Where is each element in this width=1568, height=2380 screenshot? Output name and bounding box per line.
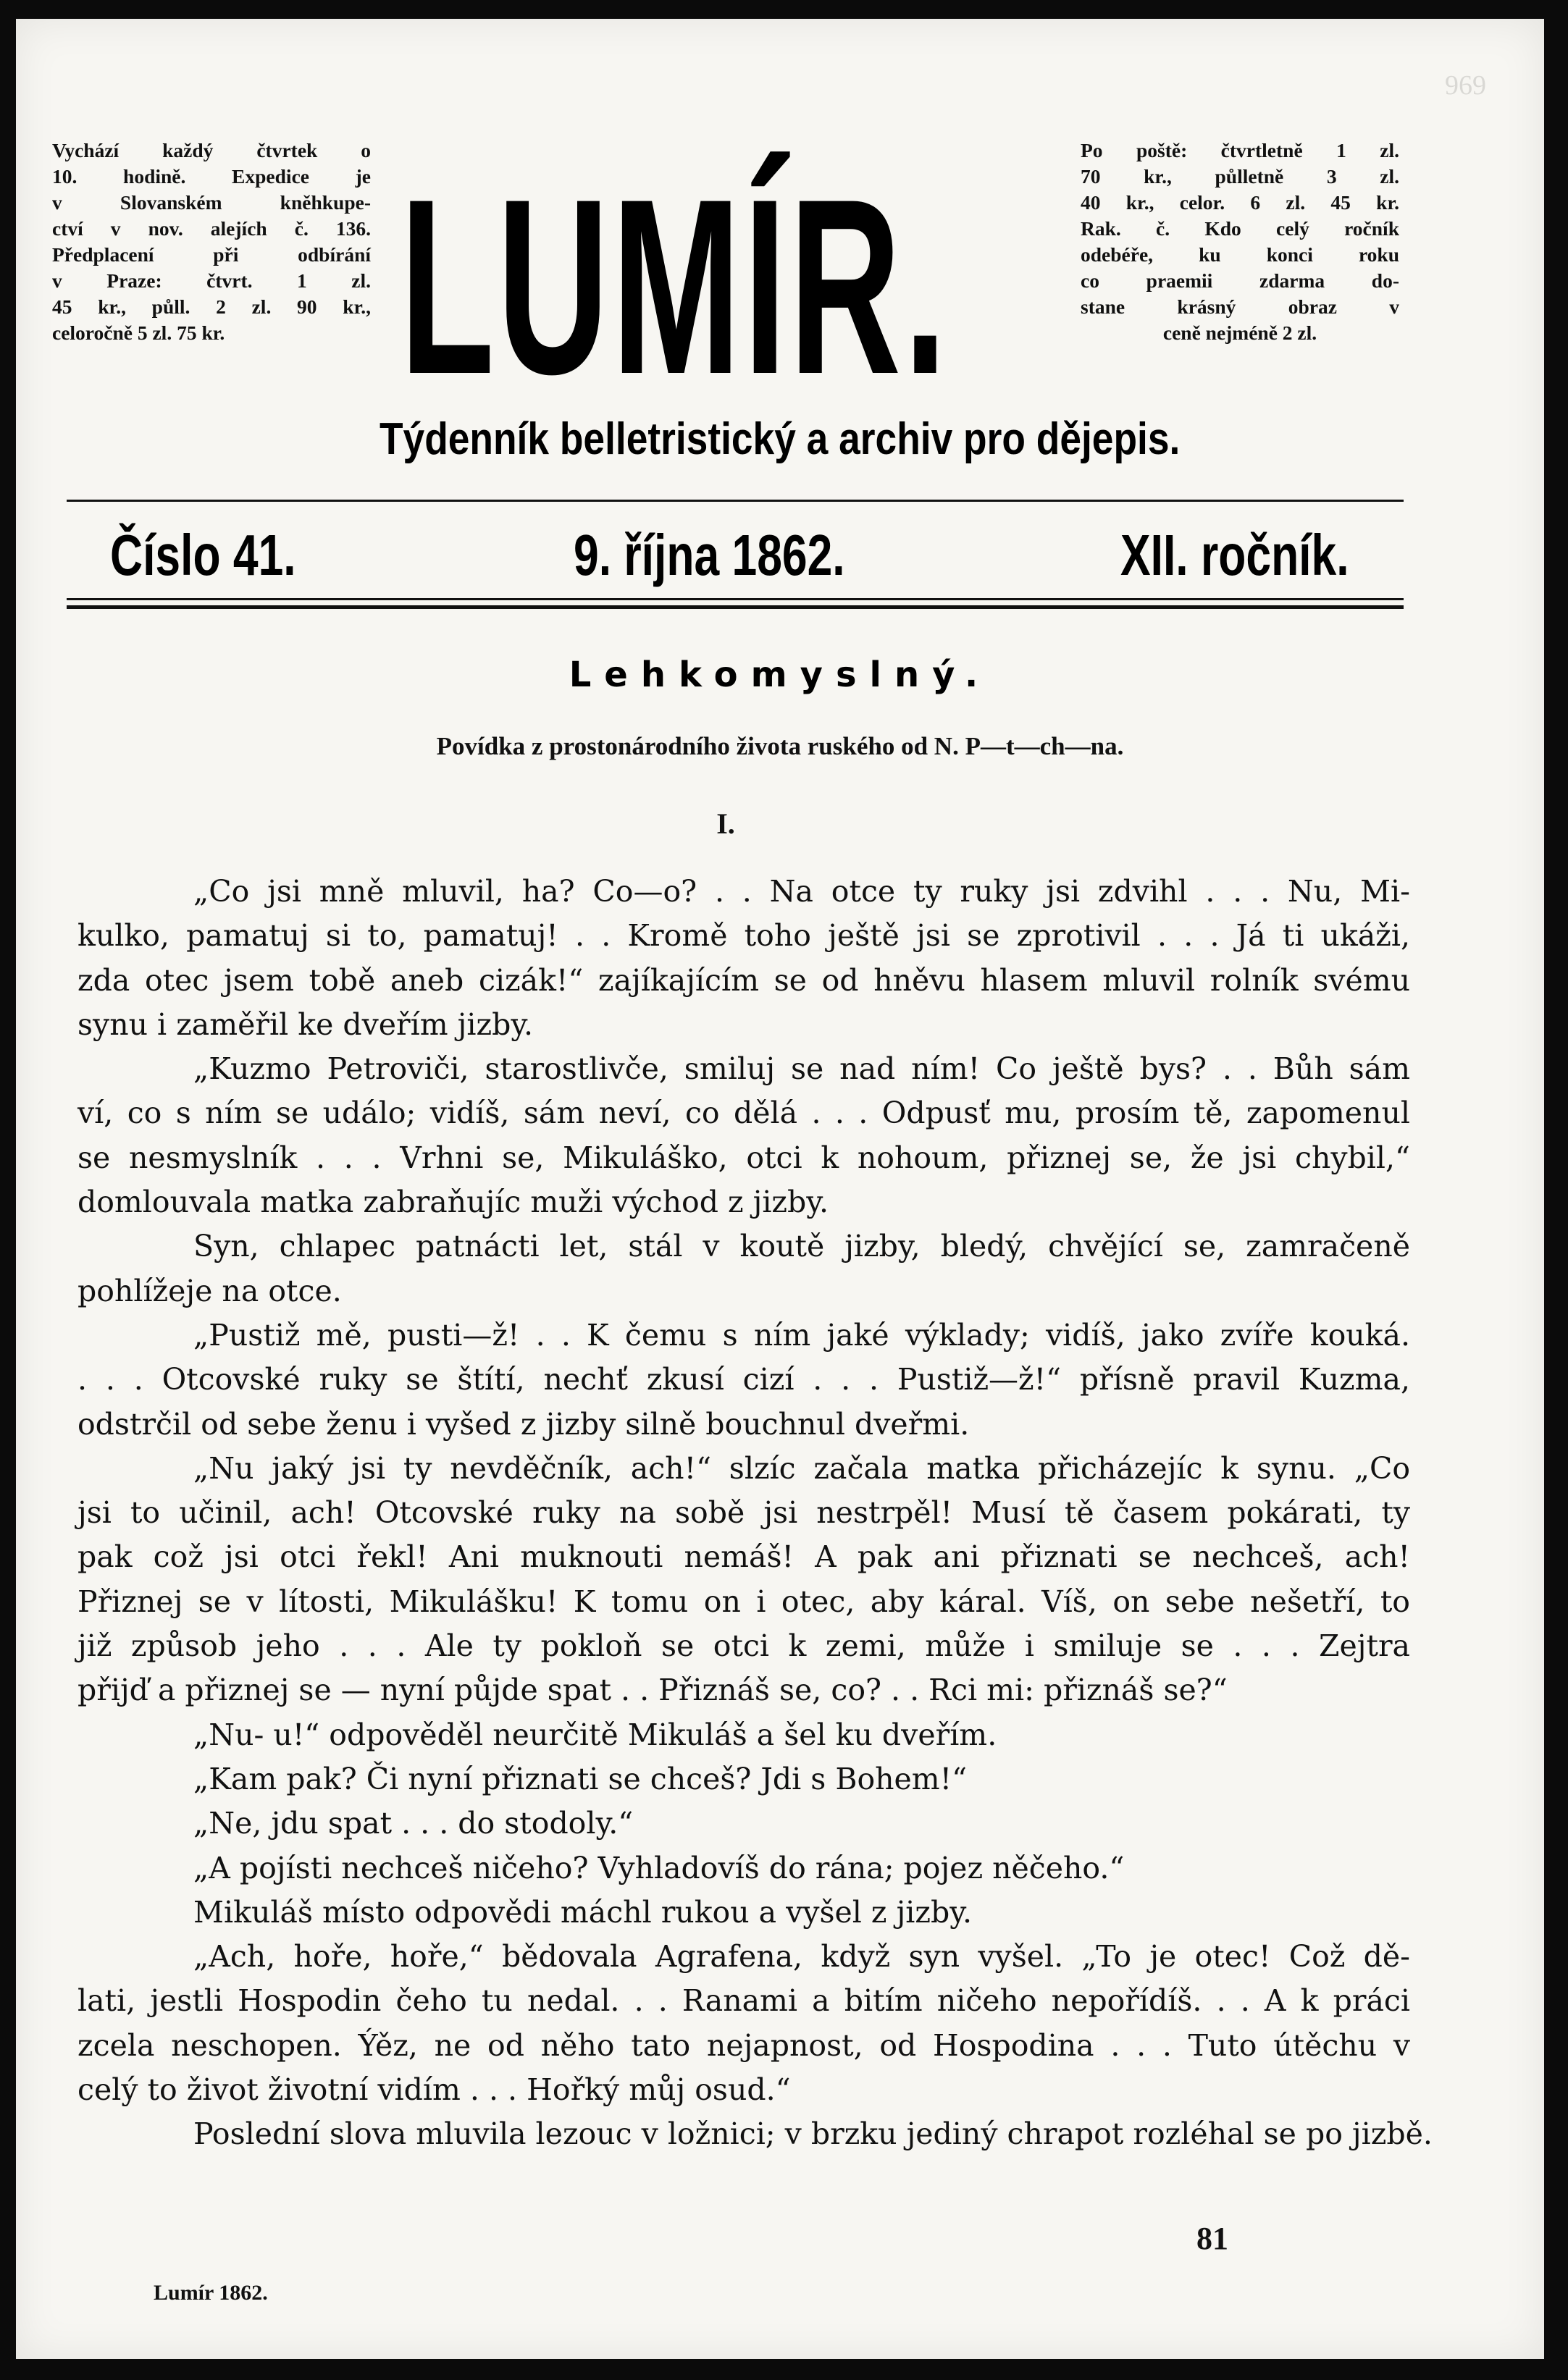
info-line: odebéře, ku konci roku — [1081, 243, 1399, 266]
body-line: „Pustiž mě, pusti—ž! . . K čemu s ním jaké výklady; vidíš, jako zvíře kouká. — [193, 1317, 1410, 1353]
subscription-info-left — [52, 138, 371, 346]
body-line: kulko, pamatuj si to, pamatuj! . . Kromě toho ještě jsi se zprotivil . . . Já ti ukáži, — [77, 918, 1410, 954]
info-line: v Praze: čtvrt. 1 zl. — [52, 269, 371, 292]
issue-line — [16, 522, 1544, 594]
info-line: co praemii zdarma do- — [1081, 269, 1399, 292]
info-line: Předplacení při odbírání — [52, 243, 371, 266]
body-line: Poslední slova mluvila lezouc v ložnici; v brzku jediný chrapot rozléhal se po jizbě. — [193, 2116, 1433, 2152]
body-line: „Kam pak? Či nyní přiznati se chceš? Jdi s Bohem!“ — [193, 1761, 968, 1796]
body-line: „A pojísti nechceš ničeho? Vyhladovíš do rána; pojez něčeho.“ — [193, 1850, 1125, 1885]
story-body — [77, 870, 1433, 2157]
chapter-number: I. — [716, 807, 735, 840]
info-line: 70 kr., půlletně 3 zl. — [1081, 165, 1399, 188]
body-line: domlouvala matka zabraňujíc muži východ z jizby. — [77, 1185, 829, 1220]
body-line: jsi to učinil, ach! Otcovské ruky na sobě jsi nestrpěl! Musí tě časem pokárati, ty — [77, 1495, 1410, 1531]
volume-label: XII. ročník. — [1120, 523, 1349, 587]
body-line: již způsob jeho . . . Ale ty pokloň se otci k zemi, může i smiluje se . . . Zejtra — [77, 1628, 1410, 1664]
subtitle-text: Týdenník belletristický a archiv pro dějepis. — [380, 414, 1181, 464]
info-line: 45 kr., půll. 2 zl. 90 kr., — [52, 295, 371, 318]
body-line: Mikuláš místo odpovědi máchl rukou a vyšel z jizby. — [193, 1894, 972, 1930]
body-line: celý to život životní vidím . . . Hořký můj osud.“ — [77, 2072, 791, 2108]
info-line: 40 kr., celor. 6 zl. 45 kr. — [1081, 191, 1399, 214]
page-number: 81 — [1196, 2221, 1228, 2256]
body-line: přijď a přiznej se — nyní půjde spat . . Přiznáš se, co? . . Rci mi: přiznáš se?“ — [77, 1673, 1228, 1708]
info-line: v Slovanském kněhkupe- — [52, 191, 371, 214]
body-line: „Nu jaký jsi ty nevděčník, ach!“ slzíc začala matka přicházejíc k synu. „Co — [193, 1450, 1410, 1486]
info-line: celoročně 5 zl. 75 kr. — [52, 321, 225, 344]
masthead-subtitle — [16, 413, 1544, 465]
body-line: synu i zaměřil ke dveřím jizby. — [77, 1006, 534, 1042]
body-line: pohlížeje na otce. — [77, 1273, 342, 1308]
info-line: Po poště: čtvrtletně 1 zl. — [1081, 139, 1399, 161]
body-line: Syn, chlapec patnácti let, stál v koutě jizby, bledý, chvějící se, zamračeně — [193, 1229, 1410, 1264]
footer-signature: Lumír 1862. — [154, 2281, 268, 2305]
info-line: ctví v nov. alejích č. 136. — [52, 217, 371, 240]
body-line: zda otec jsem tobě aneb cizák!“ zajíkajícím se od hněvu hlasem mluvil rolník svému — [77, 962, 1410, 998]
rule-top — [67, 500, 1404, 502]
info-line: 10. hodině. Expedice je — [52, 165, 371, 188]
newspaper-page — [16, 19, 1544, 2359]
bleed-through-folio: 969 — [1445, 70, 1486, 101]
body-line: Přiznej se v lítosti, Mikulášku! K tomu on i otec, aby káral. Víš, on sebe nešetří, to — [77, 1584, 1410, 1619]
story-title: Lehkomyslný. — [569, 655, 991, 695]
info-line: stane krásný obraz v — [1081, 295, 1399, 318]
info-line: Vychází každý čtvrtek o — [52, 139, 371, 161]
body-line: zcela neschopen. Ýěz, ne od něho tato nejapnost, od Hospodina . . . Tuto útěchu v — [77, 2027, 1410, 2063]
body-line: „Co jsi mně mluvil, ha? Co—o? . . Na otce ty ruky jsi zdvihl . . . Nu, Mi- — [193, 874, 1410, 909]
rule-bottom-thin — [67, 598, 1404, 600]
masthead-title: LUMÍR. — [400, 148, 949, 426]
body-line: „Nu- u!“ odpověděl neurčitě Mikuláš a šel ku dveřím. — [193, 1717, 997, 1752]
body-line: se nesmyslník . . . Vrhni se, Mikuláško, otci k nohoum, přiznej se, že jsi chybil,“ — [77, 1140, 1410, 1175]
story-subtitle: Povídka z prostonárodního života ruského od N. P—t—ch—na. — [436, 732, 1124, 760]
body-line: „Ach, hoře, hoře,“ bědovala Agrafena, když syn vyšel. „To je otec! Což dě- — [193, 1939, 1410, 1975]
issue-number: Číslo 41. — [110, 523, 296, 587]
info-line: Rak. č. Kdo celý ročník — [1081, 217, 1399, 240]
body-line: „Ne, jdu spat . . . do stodoly.“ — [193, 1806, 634, 1841]
body-line: ví, co s ním se událo; vidíš, sám neví, co dělá . . . Odpusť mu, prosím tě, zapomenul — [77, 1096, 1410, 1131]
issue-date: 9. října 1862. — [574, 523, 845, 587]
body-line: „Kuzmo Petroviči, starostlivče, smiluj se nad ním! Co ještě bys? . . Bůh sám — [193, 1051, 1410, 1087]
subscription-info-right — [1081, 138, 1399, 346]
body-line: odstrčil od sebe ženu i vyšed z jizby silně bouchnul dveřmi. — [77, 1406, 970, 1442]
rule-bottom-thick — [67, 605, 1404, 609]
body-line: pak což jsi otci řekl! Ani muknouti nemáš! A pak ani přiznati se nechceš, ach! — [77, 1539, 1410, 1575]
body-line: lati, jestli Hospodin čeho tu nedal. . . Ranami a bitím ničeho nepořídíš. . . A k práci — [77, 1983, 1410, 2019]
info-line: ceně nejméně 2 zl. — [1162, 321, 1317, 344]
body-line: . . . Otcovské ruky se štítí, nechť zkusí cizí . . . Pustiž—ž!“ přísně pravil Kuzma, — [77, 1362, 1410, 1397]
